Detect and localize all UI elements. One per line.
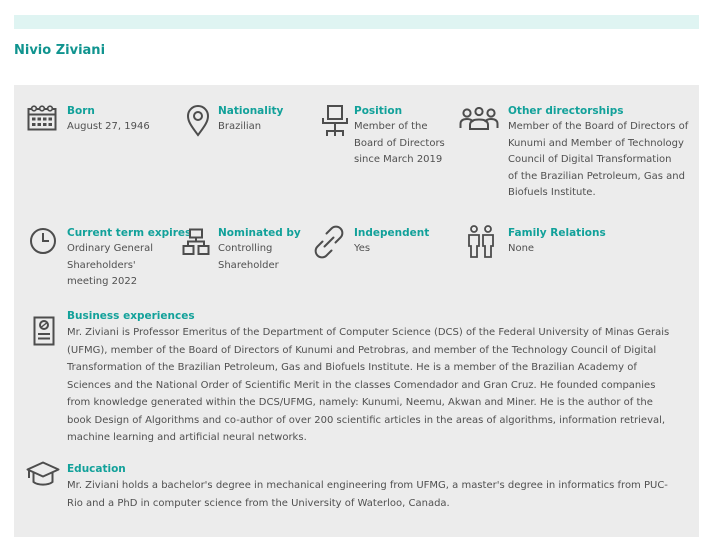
document-badge-icon — [33, 316, 55, 346]
nationality-value: Brazilian — [218, 121, 262, 132]
nationality-label: Nationality — [218, 105, 284, 117]
current-term-line: Ordinary General — [67, 243, 154, 254]
family-relations-value: None — [508, 243, 535, 254]
graduation-cap-icon — [26, 461, 60, 487]
business-experiences-block — [67, 309, 695, 447]
location-pin-icon — [186, 105, 210, 137]
calendar-icon — [27, 105, 57, 131]
person-name: Nivio Ziviani — [14, 43, 106, 58]
chain-link-icon — [312, 225, 346, 259]
other-directorships-line: of the Brazilian Petroleum, Gas and — [508, 170, 685, 182]
org-chart-icon — [182, 228, 210, 256]
nominated-by-line: Controlling — [218, 243, 273, 254]
family-relations-block — [508, 225, 606, 258]
position-block — [354, 103, 445, 169]
independent-label: Independent — [354, 227, 430, 239]
education-label: Education — [67, 463, 126, 475]
nationality-block — [218, 103, 283, 136]
born-value: August 27, 1946 — [67, 121, 150, 132]
clock-icon — [29, 227, 57, 255]
people-group-icon — [459, 107, 499, 131]
business-line: Sciences and the National Order of Scientific Merit in the classes Comendador and Gran Cruz. He founded companies — [67, 379, 656, 391]
born-label: Born — [67, 105, 95, 117]
nominated-by-label: Nominated by — [218, 227, 301, 239]
business-experiences-label: Business experiences — [67, 310, 195, 322]
family-relations-label: Family Relations — [508, 227, 606, 239]
independent-value: Yes — [354, 243, 371, 254]
office-chair-icon — [320, 104, 350, 138]
education-block — [67, 462, 695, 512]
nominated-by-line: Shareholder — [218, 259, 279, 271]
other-directorships-line: Kunumi and Member of Technology — [508, 137, 684, 149]
current-term-line: Shareholders' — [67, 259, 136, 271]
profile-card — [14, 85, 699, 537]
business-line: (UFMG), member of the Board of Directors of Kunumi and Petrobras, and member of the Technology Council of Digital — [67, 344, 657, 356]
position-label: Position — [354, 105, 403, 117]
header-band — [14, 15, 699, 29]
other-directorships-block — [508, 103, 688, 202]
other-directorships-line: Member of the Board of Directors of — [508, 121, 689, 132]
education-line: Mr. Ziviani holds a bachelor's degree in mechanical engineering from UFMG, a master's degree in informatics from PUC- — [67, 480, 668, 491]
position-line: Board of Directors — [354, 137, 445, 149]
current-term-line: meeting 2022 — [67, 276, 138, 287]
family-icon — [466, 225, 496, 259]
business-line: machine learning and artificial neural networks. — [67, 432, 307, 443]
business-line: from knowledge generated within the DCS/UFMG, namely: Kunumi, Neemu, Akwan and Miner. He is the author of the — [67, 397, 653, 408]
other-directorships-label: Other directorships — [508, 105, 624, 117]
current-term-block — [67, 225, 191, 291]
business-line: Mr. Ziviani is Professor Emeritus of the Department of Computer Science (DCS) of the Federal University of Minas Gerais — [67, 327, 670, 338]
position-line: since March 2019 — [354, 154, 443, 165]
born-block — [67, 103, 150, 136]
current-term-label: Current term expires — [67, 227, 192, 239]
independent-block — [354, 225, 429, 258]
nominated-by-block — [218, 225, 301, 274]
position-line: Member of the — [354, 121, 428, 132]
business-line: Transformation of the Brazilian Petroleum, Gas and Biofuels Institute. He is a member of the Brazilian Academy of — [67, 362, 637, 373]
business-line: book Design of Algorithms and co-author of over 200 scientific articles in the areas of algorithms, information retrieval, — [67, 414, 666, 426]
other-directorships-line: Council of Digital Transformation — [508, 154, 672, 165]
other-directorships-line: Biofuels Institute. — [508, 187, 596, 198]
education-line: Rio and a PhD in computer science from the University of Waterloo, Canada. — [67, 497, 450, 509]
